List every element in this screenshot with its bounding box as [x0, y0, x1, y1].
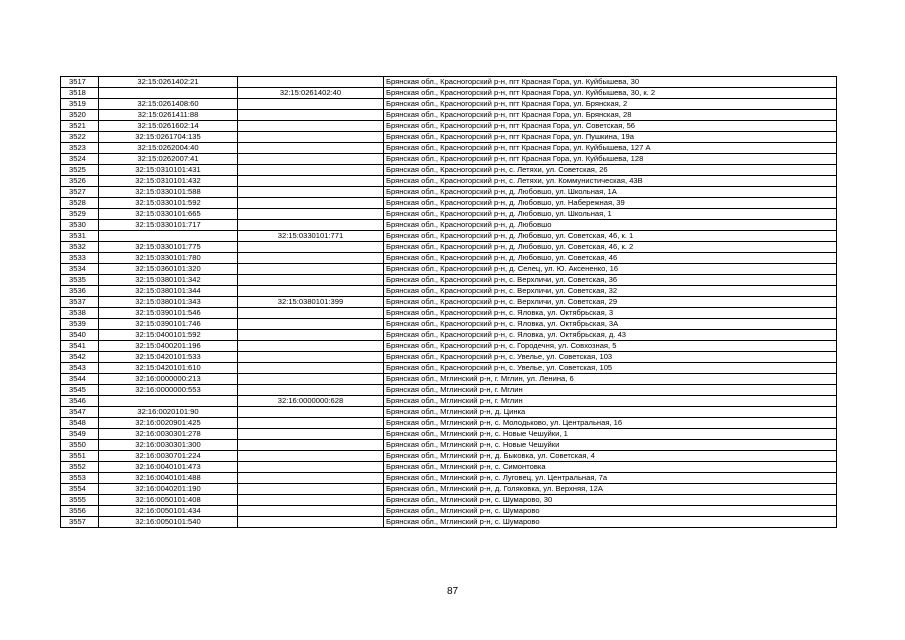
- related-cadastral-number-cell: [238, 209, 384, 220]
- cadastral-number-cell: 32:16:0050101:540: [99, 517, 238, 528]
- related-cadastral-number-cell: 32:15:0261402:40: [238, 88, 384, 99]
- row-number-cell: 3524: [61, 154, 99, 165]
- table-row: [61, 275, 837, 286]
- cadastral-number-cell: 32:15:0261704:135: [99, 132, 238, 143]
- row-number-cell: 3544: [61, 374, 99, 385]
- address-cell: Брянская обл., Красногорский р-н, с. Верхличи, ул. Советская, 36: [384, 275, 837, 286]
- address-cell: Брянская обл., Красногорский р-н, с. Верхличи, ул. Советская, 32: [384, 286, 837, 297]
- table-row: [61, 396, 837, 407]
- cadastral-number-cell: 32:15:0380101:343: [99, 297, 238, 308]
- row-number-cell: 3539: [61, 319, 99, 330]
- address-cell: Брянская обл., Красногорский р-н, пгт Красная Гора, ул. Советская, 56: [384, 121, 837, 132]
- address-cell: Брянская обл., Красногорский р-н, д. Любовшо, ул. Советская, 46, к. 2: [384, 242, 837, 253]
- address-cell: Брянская обл., Красногорский р-н, пгт Красная Гора, ул. Пушкина, 19а: [384, 132, 837, 143]
- related-cadastral-number-cell: [238, 187, 384, 198]
- address-cell: Брянская обл., Красногорский р-н, пгт Красная Гора, ул. Брянская, 28: [384, 110, 837, 121]
- related-cadastral-number-cell: [238, 352, 384, 363]
- table-row: [61, 220, 837, 231]
- cadastral-number-cell: 32:16:0050101:408: [99, 495, 238, 506]
- row-number-cell: 3533: [61, 253, 99, 264]
- table-row: [61, 440, 837, 451]
- address-cell: Брянская обл., Мглинский р-н, с. Шумарово: [384, 506, 837, 517]
- table-row: [61, 132, 837, 143]
- cadastral-number-cell: 32:16:0020901:425: [99, 418, 238, 429]
- table-row: [61, 473, 837, 484]
- related-cadastral-number-cell: [238, 143, 384, 154]
- cadastral-number-cell: 32:15:0360101:320: [99, 264, 238, 275]
- cadastral-number-cell: 32:15:0380101:342: [99, 275, 238, 286]
- table-row: [61, 264, 837, 275]
- related-cadastral-number-cell: [238, 407, 384, 418]
- cadastral-number-cell: 32:15:0261402:21: [99, 77, 238, 88]
- address-cell: Брянская обл., Красногорский р-н, с. Увелье, ул. Советская, 105: [384, 363, 837, 374]
- address-cell: Брянская обл., Красногорский р-н, с. Верхличи, ул. Советская, 29: [384, 297, 837, 308]
- address-cell: Брянская обл., Мглинский р-н, с. Новые Чешуйки: [384, 440, 837, 451]
- row-number-cell: 3517: [61, 77, 99, 88]
- table-row: [61, 308, 837, 319]
- table-row: [61, 352, 837, 363]
- address-cell: Брянская обл., Красногорский р-н, д. Любовшо, ул. Советская, 46: [384, 253, 837, 264]
- row-number-cell: 3548: [61, 418, 99, 429]
- related-cadastral-number-cell: [238, 484, 384, 495]
- related-cadastral-number-cell: 32:16:0000000:628: [238, 396, 384, 407]
- row-number-cell: 3549: [61, 429, 99, 440]
- cadastral-number-cell: 32:16:0030701:224: [99, 451, 238, 462]
- row-number-cell: 3530: [61, 220, 99, 231]
- row-number-cell: 3551: [61, 451, 99, 462]
- registry-table-body: [61, 77, 837, 528]
- row-number-cell: 3534: [61, 264, 99, 275]
- related-cadastral-number-cell: [238, 495, 384, 506]
- cadastral-number-cell: 32:16:0040201:190: [99, 484, 238, 495]
- address-cell: Брянская обл., Красногорский р-н, с. Летяхи, ул. Коммунистическая, 43В: [384, 176, 837, 187]
- related-cadastral-number-cell: 32:15:0330101:771: [238, 231, 384, 242]
- related-cadastral-number-cell: [238, 77, 384, 88]
- row-number-cell: 3521: [61, 121, 99, 132]
- row-number-cell: 3556: [61, 506, 99, 517]
- related-cadastral-number-cell: [238, 517, 384, 528]
- row-number-cell: 3537: [61, 297, 99, 308]
- row-number-cell: 3553: [61, 473, 99, 484]
- related-cadastral-number-cell: [238, 132, 384, 143]
- related-cadastral-number-cell: [238, 374, 384, 385]
- row-number-cell: 3557: [61, 517, 99, 528]
- table-row: [61, 462, 837, 473]
- table-row: [61, 165, 837, 176]
- table-row: [61, 484, 837, 495]
- table-row: [61, 341, 837, 352]
- cadastral-number-cell: 32:15:0330101:780: [99, 253, 238, 264]
- cadastral-number-cell: 32:15:0400201:196: [99, 341, 238, 352]
- table-row: [61, 242, 837, 253]
- row-number-cell: 3523: [61, 143, 99, 154]
- registry-table: [60, 76, 837, 528]
- cadastral-number-cell: 32:15:0261411:88: [99, 110, 238, 121]
- row-number-cell: 3542: [61, 352, 99, 363]
- table-row: [61, 374, 837, 385]
- related-cadastral-number-cell: [238, 275, 384, 286]
- cadastral-number-cell: 32:15:0310101:431: [99, 165, 238, 176]
- related-cadastral-number-cell: [238, 440, 384, 451]
- related-cadastral-number-cell: [238, 220, 384, 231]
- row-number-cell: 3529: [61, 209, 99, 220]
- related-cadastral-number-cell: [238, 451, 384, 462]
- address-cell: Брянская обл., Красногорский р-н, д. Любовшо, ул. Школьная, 1: [384, 209, 837, 220]
- cadastral-number-cell: 32:15:0330101:588: [99, 187, 238, 198]
- cadastral-number-cell: 32:16:0030301:278: [99, 429, 238, 440]
- table-row: [61, 99, 837, 110]
- row-number-cell: 3519: [61, 99, 99, 110]
- address-cell: Брянская обл., Красногорский р-н, с. Яловка, ул. Октябрьская, 3: [384, 308, 837, 319]
- address-cell: Брянская обл., Мглинский р-н, г. Мглин, ул. Ленина, 6: [384, 374, 837, 385]
- address-cell: Брянская обл., Красногорский р-н, д. Любовшо, ул. Набережная, 39: [384, 198, 837, 209]
- address-cell: Брянская обл., Красногорский р-н, пгт Красная Гора, ул. Куйбышева, 127 А: [384, 143, 837, 154]
- cadastral-number-cell: 32:15:0262007:41: [99, 154, 238, 165]
- table-row: [61, 253, 837, 264]
- table-row: [61, 330, 837, 341]
- row-number-cell: 3538: [61, 308, 99, 319]
- related-cadastral-number-cell: [238, 242, 384, 253]
- related-cadastral-number-cell: [238, 308, 384, 319]
- table-row: [61, 495, 837, 506]
- row-number-cell: 3520: [61, 110, 99, 121]
- address-cell: Брянская обл., Мглинский р-н, г. Мглин: [384, 385, 837, 396]
- row-number-cell: 3554: [61, 484, 99, 495]
- related-cadastral-number-cell: [238, 264, 384, 275]
- related-cadastral-number-cell: [238, 198, 384, 209]
- cadastral-number-cell: 32:16:0040101:488: [99, 473, 238, 484]
- table-row: [61, 209, 837, 220]
- related-cadastral-number-cell: [238, 462, 384, 473]
- address-cell: Брянская обл., Мглинский р-н, с. Новые Чешуйки, 1: [384, 429, 837, 440]
- address-cell: Брянская обл., Мглинский р-н, г. Мглин: [384, 396, 837, 407]
- cadastral-number-cell: 32:15:0400101:592: [99, 330, 238, 341]
- address-cell: Брянская обл., Мглинский р-н, с. Молодьково, ул. Центральная, 16: [384, 418, 837, 429]
- related-cadastral-number-cell: [238, 110, 384, 121]
- address-cell: Брянская обл., Красногорский р-н, д. Любовшо, ул. Советская, 46, к. 1: [384, 231, 837, 242]
- address-cell: Брянская обл., Мглинский р-н, д. Цинка: [384, 407, 837, 418]
- row-number-cell: 3531: [61, 231, 99, 242]
- row-number-cell: 3526: [61, 176, 99, 187]
- table-row: [61, 363, 837, 374]
- address-cell: Брянская обл., Красногорский р-н, д. Любовшо: [384, 220, 837, 231]
- cadastral-number-cell: 32:16:0040101:473: [99, 462, 238, 473]
- row-number-cell: 3535: [61, 275, 99, 286]
- address-cell: Брянская обл., Мглинский р-н, д. Голяковка, ул. Верхняя, 12А: [384, 484, 837, 495]
- related-cadastral-number-cell: [238, 385, 384, 396]
- table-row: [61, 297, 837, 308]
- row-number-cell: 3545: [61, 385, 99, 396]
- related-cadastral-number-cell: [238, 253, 384, 264]
- address-cell: Брянская обл., Мглинский р-н, с. Шумарово: [384, 517, 837, 528]
- address-cell: Брянская обл., Красногорский р-н, с. Увелье, ул. Советская, 103: [384, 352, 837, 363]
- table-row: [61, 286, 837, 297]
- cadastral-number-cell: 32:16:0030301:300: [99, 440, 238, 451]
- row-number-cell: 3536: [61, 286, 99, 297]
- cadastral-number-cell: 32:16:0000000:213: [99, 374, 238, 385]
- cadastral-number-cell: 32:15:0330101:592: [99, 198, 238, 209]
- row-number-cell: 3527: [61, 187, 99, 198]
- cadastral-number-cell: 32:16:0000000:553: [99, 385, 238, 396]
- address-cell: Брянская обл., Мглинский р-н, д. Быковка, ул. Советская, 4: [384, 451, 837, 462]
- row-number-cell: 3547: [61, 407, 99, 418]
- cadastral-number-cell: 32:16:0020101:90: [99, 407, 238, 418]
- related-cadastral-number-cell: [238, 418, 384, 429]
- address-cell: Брянская обл., Мглинский р-н, с. Симонтовка: [384, 462, 837, 473]
- address-cell: Брянская обл., Красногорский р-н, д. Любовшо, ул. Школьная, 1А: [384, 187, 837, 198]
- address-cell: Брянская обл., Красногорский р-н, с. Городечня, ул. Совхозная, 5: [384, 341, 837, 352]
- address-cell: Брянская обл., Мглинский р-н, с. Луговец, ул. Центральная, 7а: [384, 473, 837, 484]
- cadastral-number-cell: 32:15:0330101:775: [99, 242, 238, 253]
- related-cadastral-number-cell: [238, 165, 384, 176]
- address-cell: Брянская обл., Красногорский р-н, с. Яловка, ул. Октябрьская, 3А: [384, 319, 837, 330]
- related-cadastral-number-cell: [238, 506, 384, 517]
- cadastral-number-cell: 32:15:0390101:746: [99, 319, 238, 330]
- related-cadastral-number-cell: [238, 341, 384, 352]
- related-cadastral-number-cell: [238, 121, 384, 132]
- related-cadastral-number-cell: [238, 99, 384, 110]
- table-row: [61, 407, 837, 418]
- cadastral-number-cell: 32:15:0330101:665: [99, 209, 238, 220]
- related-cadastral-number-cell: [238, 154, 384, 165]
- table-row: [61, 429, 837, 440]
- page-number: 87: [446, 586, 459, 597]
- table-row: [61, 143, 837, 154]
- table-row: [61, 506, 837, 517]
- cadastral-number-cell: 32:15:0380101:344: [99, 286, 238, 297]
- table-row: [61, 319, 837, 330]
- cadastral-number-cell: 32:15:0330101:717: [99, 220, 238, 231]
- related-cadastral-number-cell: [238, 319, 384, 330]
- row-number-cell: 3550: [61, 440, 99, 451]
- related-cadastral-number-cell: [238, 363, 384, 374]
- row-number-cell: 3528: [61, 198, 99, 209]
- related-cadastral-number-cell: [238, 330, 384, 341]
- cadastral-number-cell: 32:15:0390101:546: [99, 308, 238, 319]
- address-cell: Брянская обл., Красногорский р-н, пгт Красная Гора, ул. Куйбышева, 30, к. 2: [384, 88, 837, 99]
- address-cell: Брянская обл., Мглинский р-н, с. Шумарово, 30: [384, 495, 837, 506]
- row-number-cell: 3525: [61, 165, 99, 176]
- row-number-cell: 3543: [61, 363, 99, 374]
- cadastral-number-cell: 32:15:0261408:60: [99, 99, 238, 110]
- table-row: [61, 517, 837, 528]
- table-row: [61, 198, 837, 209]
- row-number-cell: 3541: [61, 341, 99, 352]
- table-row: [61, 231, 837, 242]
- table-row: [61, 385, 837, 396]
- table-row: [61, 77, 837, 88]
- cadastral-number-cell: 32:15:0262004:40: [99, 143, 238, 154]
- cadastral-number-cell: 32:15:0420101:610: [99, 363, 238, 374]
- cadastral-number-cell: [99, 231, 238, 242]
- table-row: [61, 418, 837, 429]
- row-number-cell: 3552: [61, 462, 99, 473]
- address-cell: Брянская обл., Красногорский р-н, пгт Красная Гора, ул. Куйбышева, 128: [384, 154, 837, 165]
- related-cadastral-number-cell: 32:15:0380101:399: [238, 297, 384, 308]
- related-cadastral-number-cell: [238, 176, 384, 187]
- cadastral-number-cell: [99, 88, 238, 99]
- row-number-cell: 3522: [61, 132, 99, 143]
- table-row: [61, 187, 837, 198]
- row-number-cell: 3546: [61, 396, 99, 407]
- table-row: [61, 154, 837, 165]
- related-cadastral-number-cell: [238, 473, 384, 484]
- table-row: [61, 88, 837, 99]
- cadastral-number-cell: 32:16:0050101:434: [99, 506, 238, 517]
- row-number-cell: 3555: [61, 495, 99, 506]
- related-cadastral-number-cell: [238, 286, 384, 297]
- table-row: [61, 176, 837, 187]
- table-row: [61, 121, 837, 132]
- row-number-cell: 3518: [61, 88, 99, 99]
- cadastral-number-cell: 32:15:0310101:432: [99, 176, 238, 187]
- address-cell: Брянская обл., Красногорский р-н, с. Яловка, ул. Октябрьская, д. 43: [384, 330, 837, 341]
- row-number-cell: 3532: [61, 242, 99, 253]
- cadastral-number-cell: [99, 396, 238, 407]
- table-row: [61, 451, 837, 462]
- address-cell: Брянская обл., Красногорский р-н, пгт Красная Гора, ул. Брянская, 2: [384, 99, 837, 110]
- cadastral-number-cell: 32:15:0261602:14: [99, 121, 238, 132]
- related-cadastral-number-cell: [238, 429, 384, 440]
- address-cell: Брянская обл., Красногорский р-н, д. Селец, ул. Ю. Аксененко, 16: [384, 264, 837, 275]
- cadastral-number-cell: 32:15:0420101:533: [99, 352, 238, 363]
- table-row: [61, 110, 837, 121]
- address-cell: Брянская обл., Красногорский р-н, пгт Красная Гора, ул. Куйбышева, 30: [384, 77, 837, 88]
- row-number-cell: 3540: [61, 330, 99, 341]
- address-cell: Брянская обл., Красногорский р-н, с. Летяхи, ул. Советская, 26: [384, 165, 837, 176]
